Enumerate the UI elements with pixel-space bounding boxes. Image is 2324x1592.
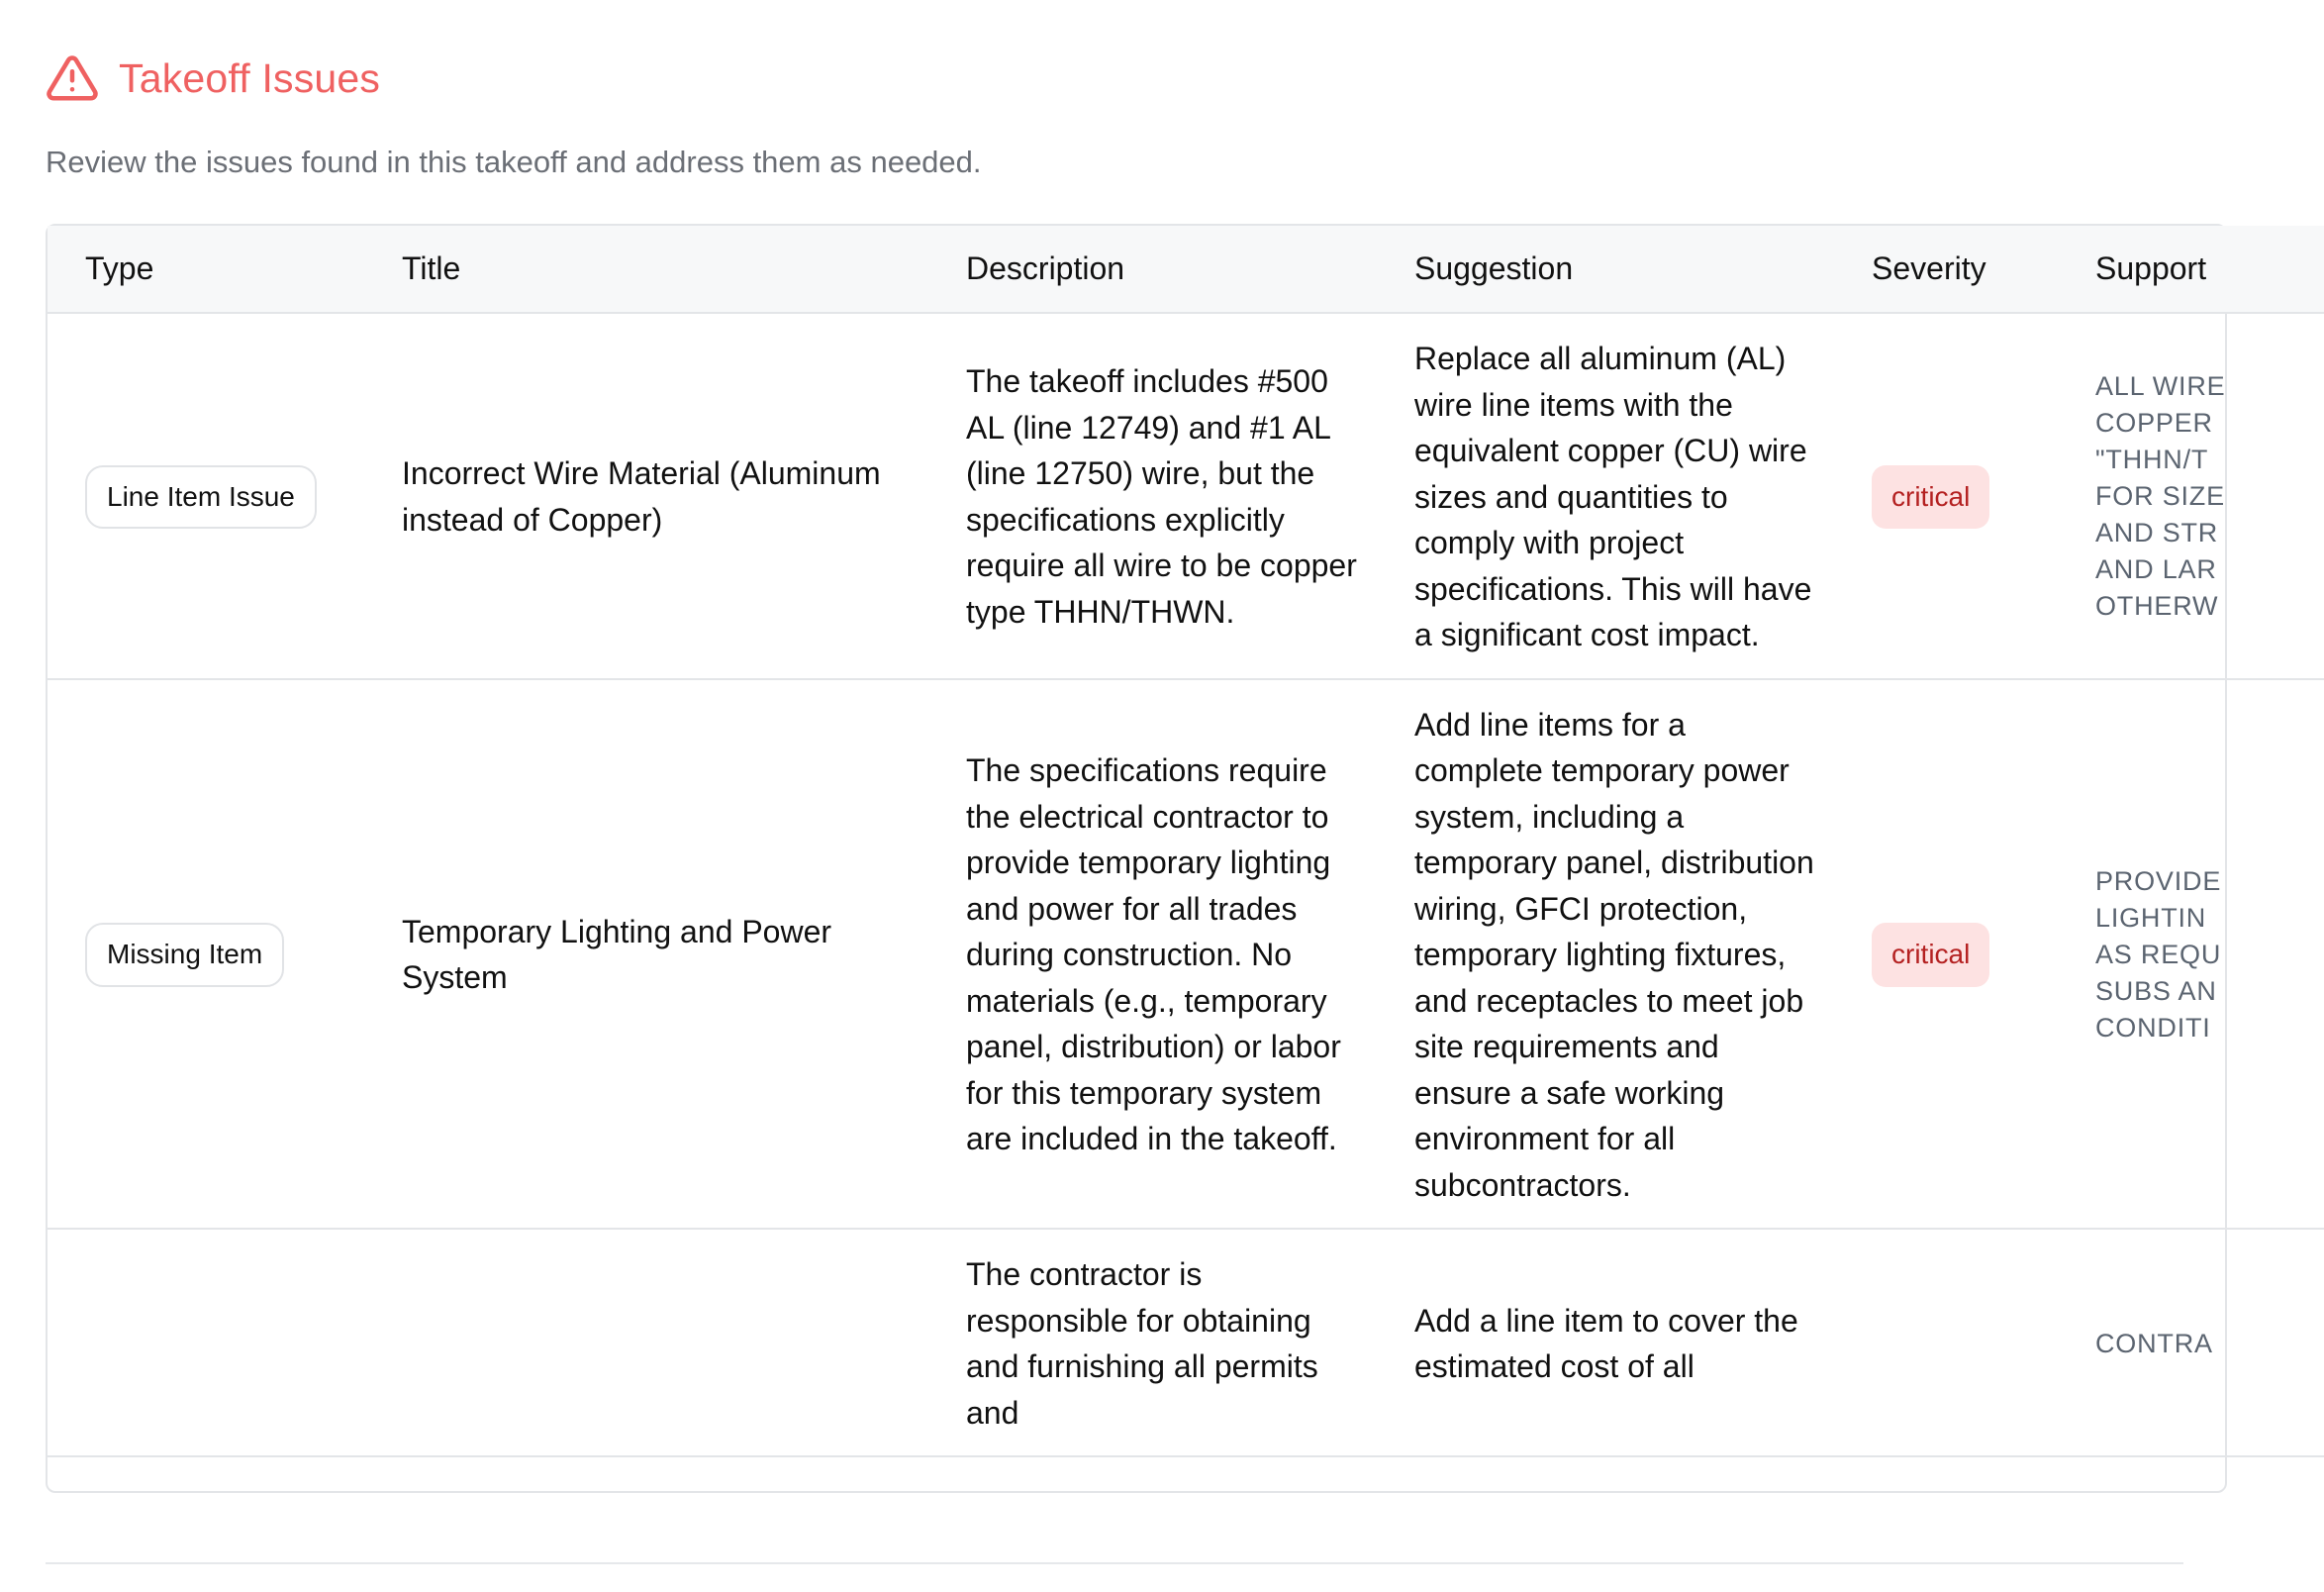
severity-cell <box>1834 679 2058 1230</box>
title-cell: Incorrect Wire Material (Aluminum instead of Copper) <box>402 455 881 538</box>
table-header-row <box>48 226 2324 313</box>
table-row[interactable] <box>48 679 2324 1230</box>
warning-triangle-icon <box>46 51 99 105</box>
table-row[interactable] <box>48 313 2324 679</box>
issues-table <box>48 226 2324 1457</box>
suggestion-cell: Add a line item to cover the estimated cost of all <box>1414 1302 1798 1384</box>
table-row[interactable] <box>48 1229 2324 1456</box>
severity-cell <box>1834 313 2058 679</box>
type-badge: Line Item Issue <box>85 465 317 530</box>
suggestion-cell: Add line items for a complete temporary power system, including a temporary panel, distribution wiring, GFCI protection, temporary lighting fixtures, and receptacles to meet job site requirements and ensure a safe working environment for all subcontractors. <box>1414 706 1814 1203</box>
description-cell: The contractor is responsible for obtaining and furnishing all permits and <box>966 1256 1318 1431</box>
severity-cell <box>1834 1229 2058 1456</box>
type-badge: Missing Item <box>85 923 284 987</box>
column-header-description: Description <box>966 250 1125 286</box>
issues-table-container[interactable] <box>46 224 2227 1493</box>
divider <box>46 1562 2183 1564</box>
support-cell: PROVIDE LIGHTIN AS REQU SUBS AN CONDITI <box>2095 865 2222 1043</box>
title-cell: Temporary Lighting and Power System <box>402 913 832 996</box>
page-subtitle: Review the issues found in this takeoff and address them as needed. <box>46 145 982 179</box>
suggestion-cell: Replace all aluminum (AL) wire line items with the equivalent copper (CU) wire sizes and quantities to comply with project specifications. This will have a significant cost impact. <box>1414 341 1812 652</box>
severity-badge: critical <box>1872 465 1989 530</box>
severity-badge: critical <box>1872 923 1989 987</box>
column-header-support: Support <box>2095 250 2207 286</box>
description-cell: The takeoff includes #500 AL (line 12749) and #1 AL (line 12750) wire, but the specifications explicitly require all wire to be copper type THHN/THWN. <box>966 363 1357 630</box>
support-cell: CONTRA <box>2095 1328 2213 1358</box>
column-header-severity: Severity <box>1872 250 1986 286</box>
panel-header <box>46 51 380 105</box>
column-header-title: Title <box>402 250 461 286</box>
description-cell: The specifications require the electrical contractor to provide temporary lighting and power for all trades during construction. No materials (e.g., temporary panel, distribution) or labor for this temporary system are included in the takeoff. <box>966 752 1341 1156</box>
type-cell <box>48 679 364 1230</box>
title-cell <box>364 1229 928 1456</box>
column-header-type: Type <box>85 250 154 286</box>
support-cell: ALL WIRE COPPER "THHN/T FOR SIZE AND STR AND LAR OTHERW <box>2095 371 2226 622</box>
column-header-suggestion: Suggestion <box>1414 250 1574 286</box>
type-cell <box>48 1229 364 1456</box>
type-cell <box>48 313 364 679</box>
page-title: Takeoff Issues <box>119 54 381 101</box>
